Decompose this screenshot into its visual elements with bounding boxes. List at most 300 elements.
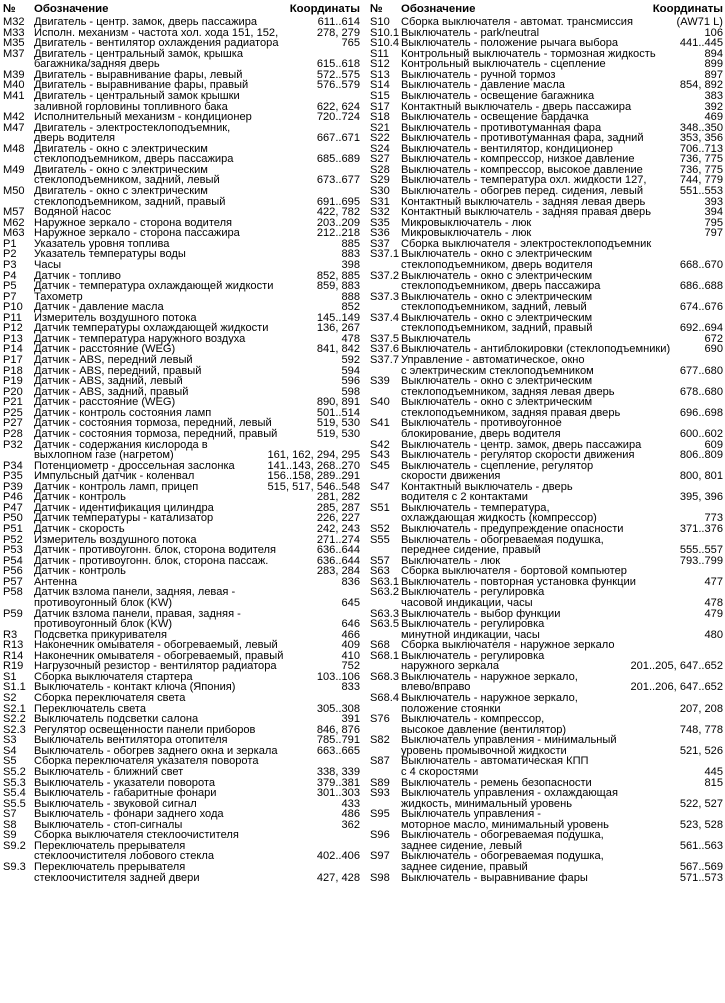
component-coordinates: 395, 396 — [677, 492, 723, 503]
table-row — [3, 862, 360, 883]
component-description: Часы — [34, 258, 62, 271]
component-description: Датчик - скорость — [34, 523, 125, 535]
component-coordinates: 672 — [701, 334, 723, 345]
component-description: Датчик - температура охлаждающей жидкости — [34, 280, 274, 293]
component-coordinates: 371..376 — [677, 524, 723, 535]
component-description: Исполн. механизм - частота хол. хода 151, 152, — [34, 26, 279, 39]
component-coordinates: 645 — [338, 598, 360, 609]
component-description: Выключатель - наружное зеркало, положение стоянки — [401, 692, 578, 715]
component-description: Контактный выключатель - дверь водителя с 2 контактами — [401, 480, 573, 504]
component-coordinates: 203..209 — [314, 218, 360, 229]
component-coordinates: 690 — [701, 344, 723, 355]
table-row — [3, 355, 360, 366]
component-description: Выключатель - окно с электрическим стеклоподъемником, задний, левый — [401, 290, 593, 314]
component-coordinates: 479 — [701, 609, 723, 620]
component-code: S5.5 — [3, 797, 26, 810]
component-code: S30 — [370, 185, 390, 197]
component-coordinates: (AW71 L) — [674, 17, 723, 28]
component-description: Подсветка прикуривателя — [34, 628, 167, 641]
component-description: Датчик - расстояние (WEG) — [34, 343, 176, 356]
component-description: Датчик - идентификация цилиндра — [34, 501, 214, 514]
component-code: S22 — [370, 132, 390, 145]
component-coordinates: 773 — [701, 513, 723, 524]
component-coordinates: 883 — [338, 249, 360, 260]
table-row — [370, 482, 723, 503]
component-code: S95 — [370, 808, 390, 821]
component-description: Сборка переключателя света — [34, 692, 186, 704]
component-coordinates: 854, 892 — [677, 80, 723, 91]
component-coordinates: 469 — [701, 112, 723, 123]
component-code: S51 — [370, 501, 390, 514]
component-code: S18 — [370, 111, 390, 124]
component-code: P2 — [3, 248, 17, 261]
table-row — [370, 186, 723, 197]
component-description: Наружное зеркало - сторона пассажира — [34, 227, 240, 240]
component-description: Датчик - ABS, передний, правый — [34, 364, 202, 377]
component-code: S10.4 — [370, 37, 399, 50]
component-description: Наконечник омывателя - обогреваемый, левый — [34, 639, 278, 652]
component-code: S14 — [370, 79, 390, 92]
component-coordinates: 646 — [338, 619, 360, 630]
component-description: Контактный выключатель - дверь пассажира — [401, 100, 632, 113]
component-description: Выключатель - освещение багажника — [401, 89, 595, 102]
component-description: Двигатель - окно с электрическим стеклоподъемником, задний, левый — [34, 163, 220, 187]
component-code: S87 — [370, 755, 390, 768]
component-code: P12 — [3, 322, 23, 335]
component-code: S24 — [370, 142, 390, 155]
component-coordinates: 103..106 — [314, 672, 360, 683]
component-description: Выключатель - стоп-сигналы — [34, 818, 183, 831]
component-code: M63 — [3, 227, 25, 240]
component-coordinates: 301..303 — [314, 788, 360, 799]
component-code: S13 — [370, 68, 390, 81]
left-entry-list — [3, 17, 360, 883]
component-coordinates: 594 — [338, 366, 360, 377]
component-description: Сборка выключателя - электростеклоподъемник — [401, 237, 652, 250]
component-description: Датчик - противоугонн. блок, сторона пассаж. — [34, 554, 269, 567]
component-code: S89 — [370, 776, 390, 789]
component-code: S98 — [370, 871, 390, 884]
component-code: S76 — [370, 713, 390, 726]
component-coordinates: 410 — [338, 651, 360, 662]
component-code: S3 — [3, 734, 17, 747]
component-description: Двигатель - центральный замок крышки заливной горловины топливного бака — [34, 89, 240, 113]
component-coordinates: 466 — [338, 630, 360, 641]
component-description: Сборка выключателя стартера — [34, 670, 193, 683]
table-row — [370, 788, 723, 809]
component-code: S45 — [370, 459, 390, 472]
component-code: S27 — [370, 153, 390, 166]
component-code: S5.2 — [3, 765, 26, 778]
component-description: Выключатель - габаритные фонари — [34, 787, 217, 800]
table-row — [3, 49, 360, 70]
component-description: Выключатель - компрессор, высокое давление (вентилятор) — [401, 713, 567, 736]
designation-column-header: Обозначение — [401, 3, 476, 15]
table-row — [3, 260, 360, 271]
component-description: Двигатель - центр. замок, дверь пассажира — [34, 16, 258, 28]
component-code: P56 — [3, 565, 23, 578]
table-row — [3, 693, 360, 704]
component-coordinates: 600..602 — [677, 429, 723, 440]
component-code: S63.2 — [370, 586, 399, 599]
component-code: M40 — [3, 79, 25, 92]
component-description: Выключатель - окно с электрическим стеклоподъемником, задняя правая дверь — [401, 396, 621, 419]
component-code: P57 — [3, 575, 23, 588]
component-code: S47 — [370, 480, 390, 493]
component-coordinates: 201..205, 647..652 — [627, 661, 723, 672]
component-coordinates: 271..274 — [314, 535, 360, 546]
component-description: Микровыключатель - люк — [401, 227, 532, 240]
table-row — [370, 756, 723, 777]
component-coordinates: 478 — [701, 598, 723, 609]
table-row — [370, 714, 723, 735]
component-description: Управление - автоматическое, окно с электрическим стеклоподъемником — [401, 354, 594, 377]
component-description: Выключатель - обогреваемая подушка, заднее сидение, левый — [401, 829, 604, 852]
component-description: Датчик - ABS, задний, правый — [34, 385, 189, 398]
table-row — [370, 693, 723, 714]
component-description: Датчик - контроль — [34, 491, 126, 504]
component-code: S9 — [3, 829, 17, 842]
component-coordinates: 338, 339 — [314, 767, 360, 778]
component-code: S36 — [370, 227, 390, 240]
component-code: P47 — [3, 501, 23, 514]
component-coordinates: 523, 528 — [677, 820, 723, 831]
component-code: P58 — [3, 586, 23, 599]
table-row — [3, 609, 360, 630]
component-coordinates: 836 — [338, 577, 360, 588]
component-code: S35 — [370, 216, 390, 229]
component-description: Датчик - содержания кислорода в выхлопном газе (нагретом) — [34, 438, 208, 462]
right-column — [370, 1, 723, 883]
component-code: S32 — [370, 206, 390, 219]
component-code: P18 — [3, 364, 23, 377]
component-description: Выключатель - температура охл. жидкости 127, — [401, 174, 647, 187]
component-code: P17 — [3, 354, 23, 366]
component-coordinates: 894 — [701, 49, 723, 60]
component-coordinates: 226, 227 — [314, 513, 360, 524]
component-description: Выключатель вентилятора отопителя — [34, 734, 228, 747]
component-code: P52 — [3, 533, 23, 546]
table-row — [370, 830, 723, 851]
left-column-header — [3, 1, 360, 17]
component-coordinates: 859, 883 — [314, 281, 360, 292]
component-code: M47 — [3, 121, 25, 134]
component-description: Микровыключатель - люк — [401, 216, 532, 229]
component-code: S7 — [3, 808, 17, 821]
component-description: Выключатель - повторная установка функции — [401, 575, 636, 588]
component-coordinates: 795 — [701, 218, 723, 229]
component-code: P34 — [3, 459, 23, 472]
component-coordinates: 285, 287 — [314, 503, 360, 514]
component-coordinates: 720..724 — [314, 112, 360, 123]
component-code: R13 — [3, 639, 24, 652]
component-code: P25 — [3, 406, 23, 419]
component-coordinates: 161, 162, 294, 295 — [264, 450, 360, 461]
component-coordinates: 551..553 — [677, 186, 723, 197]
component-code: P39 — [3, 480, 23, 493]
component-coordinates: 353, 356 — [677, 133, 723, 144]
component-description: Выключатель - положение рычага выбора — [401, 37, 619, 50]
component-code: S42 — [370, 438, 390, 451]
component-description: Выключатель - люк — [401, 554, 501, 567]
component-description: Выключатель - регулировка наружного зеркала — [401, 649, 545, 673]
component-description: Выключатель - обогрев заднего окна и зеркала — [34, 744, 278, 757]
component-coordinates: 686..688 — [677, 281, 723, 292]
component-description: Выключатель — [401, 332, 471, 345]
component-description: Контрольный выключатель - сцепление — [401, 58, 606, 71]
component-code: M39 — [3, 68, 25, 81]
component-description: Датчик - контроль состояния ламп — [34, 406, 212, 419]
component-code: P3 — [3, 258, 17, 271]
component-coordinates: 685..689 — [314, 154, 360, 165]
component-description: Выключатель подсветки салона — [34, 713, 199, 726]
component-coordinates: 852 — [338, 302, 360, 313]
component-description: Выключатель - автоматическая КПП с 4 скоростями — [401, 755, 589, 778]
component-coordinates: 611..614 — [315, 17, 360, 28]
component-code: S10.1 — [370, 26, 399, 39]
table-row — [3, 429, 360, 440]
component-code: M35 — [3, 37, 25, 50]
table-row — [3, 186, 360, 207]
component-code: S2.3 — [3, 723, 26, 736]
component-description: Выключатель - ремень безопасности — [401, 776, 592, 789]
component-coordinates: 478 — [338, 334, 360, 345]
table-row — [370, 249, 723, 270]
component-coordinates: 691..695 — [314, 197, 360, 208]
component-description: Двигатель - окно с электрическим стеклоподъемником, дверь пассажира — [34, 142, 234, 166]
component-code: M62 — [3, 216, 25, 229]
component-description: Датчик температуры - катализатор — [34, 512, 214, 525]
component-description: Контактный выключатель - задняя правая дверь — [401, 206, 651, 219]
component-code: P32 — [3, 438, 23, 451]
component-description: Водяной насос — [34, 206, 112, 219]
component-code: S29 — [370, 174, 390, 187]
component-description: Измеритель воздушного потока — [34, 533, 197, 546]
component-coordinates: 519, 530 — [314, 418, 360, 429]
component-coordinates: 765 — [338, 38, 360, 49]
component-code: P53 — [3, 544, 23, 557]
table-row — [370, 587, 723, 608]
table-row — [370, 735, 723, 756]
component-description: Выключатель - обогреваемая подушка, переднее сидение, правый — [401, 533, 604, 557]
component-coordinates: 156..158, 289..291 — [264, 471, 360, 482]
left-column — [3, 1, 360, 883]
component-coordinates: 678..680 — [677, 387, 723, 398]
component-code: P20 — [3, 385, 23, 398]
right-column-header — [370, 1, 723, 17]
component-coordinates: 706..713 — [677, 144, 723, 155]
component-coordinates: 852, 885 — [314, 271, 360, 282]
component-description: Выключатель управления - охлаждающая жидкость, минимальный уровень — [401, 787, 618, 810]
component-coordinates: 622, 624 — [314, 102, 360, 113]
component-coordinates: 362 — [338, 820, 360, 831]
component-description: Выключатель - окно с электрическим стеклоподъемником, дверь пассажира — [401, 269, 601, 293]
component-code: S21 — [370, 121, 390, 134]
component-coordinates: 815 — [701, 778, 723, 789]
component-coordinates: 391 — [338, 714, 360, 725]
component-coordinates: 521, 526 — [677, 746, 723, 757]
component-description: Выключатель - фонари заднего хода — [34, 808, 224, 821]
component-description: Датчик - топливо — [34, 269, 121, 282]
component-coordinates: 736, 775 — [677, 154, 723, 165]
component-code: S31 — [370, 195, 390, 208]
table-row — [370, 461, 723, 482]
component-description: Датчик - противоугонн. блок, сторона водителя — [34, 544, 276, 557]
component-code: S68.3 — [370, 670, 399, 683]
component-description: Выключатель - противотуманная фара, задний — [401, 132, 644, 145]
component-description: Выключатель - регулятор скорости движения — [401, 449, 635, 462]
component-code: S9.3 — [3, 861, 26, 873]
component-description: Выключатель - температура, охлаждающая жидкость (компрессор) — [401, 501, 597, 525]
component-description: Выключатель - сцепление, регулятор скорости движения — [401, 459, 594, 483]
component-coordinates: 278, 279 — [314, 28, 360, 39]
component-code: S40 — [370, 396, 390, 409]
component-code: P35 — [3, 470, 23, 483]
component-description: Выключатель - противоугонное блокирование, дверь водителя — [401, 417, 562, 440]
component-code: S8 — [3, 818, 17, 831]
table-row — [370, 619, 723, 640]
table-row — [370, 313, 723, 334]
component-description: Наружное зеркало - сторона водителя — [34, 216, 233, 229]
component-coordinates: 433 — [338, 799, 360, 810]
component-description: Выключатель - окно с электрическим стеклоподъемником, задняя левая дверь — [401, 375, 615, 398]
component-coordinates: 615..618 — [314, 59, 360, 70]
table-row — [370, 91, 723, 102]
component-coordinates: 752 — [338, 661, 360, 672]
component-description: Указатель уровня топлива — [34, 237, 170, 250]
component-description: Выключатель - выбор функции — [401, 607, 561, 620]
component-description: Сборка переключателя указателя поворота — [34, 755, 259, 768]
component-code: P19 — [3, 375, 23, 388]
component-coordinates: 668..670 — [677, 260, 723, 271]
component-coordinates: 402..406 — [314, 851, 360, 862]
component-description: Сборка выключателя - бортовой компьютер — [401, 565, 627, 578]
component-coordinates: 888 — [338, 292, 360, 303]
component-description: Наконечник омывателя - обогреваемый, правый — [34, 649, 284, 662]
component-code: P7 — [3, 290, 17, 303]
component-code: S37.6 — [370, 343, 399, 356]
component-code: S37 — [370, 237, 390, 250]
component-description: Выключатель - компрессор, низкое давление — [401, 153, 635, 166]
component-coordinates: 785..791 — [314, 735, 360, 746]
component-coordinates: 427, 428 — [314, 873, 360, 884]
component-description: Двигатель - окно с электрическим стеклоподъемником, задний, правый — [34, 185, 226, 208]
component-code: S2 — [3, 692, 17, 704]
component-description: Выключатель - регулировка часовой индикации, часы — [401, 586, 545, 609]
table-row — [3, 440, 360, 461]
component-description: Выключатель - окно с электрическим стеклоподъемником, задний, правый — [401, 311, 593, 335]
component-code: S28 — [370, 163, 390, 176]
component-description: Выключатель управления - моторное масло, минимальный уровень — [401, 808, 609, 831]
component-code: S82 — [370, 734, 390, 747]
table-row — [3, 767, 360, 778]
component-coordinates: 383 — [701, 91, 723, 102]
table-row — [3, 91, 360, 112]
table-row — [370, 292, 723, 313]
component-code: P13 — [3, 332, 23, 345]
component-coordinates: 744, 779 — [677, 175, 723, 186]
component-coordinates: 501..514 — [314, 408, 360, 419]
component-code: S97 — [370, 850, 390, 863]
component-code: S37.2 — [370, 269, 399, 282]
component-code: R19 — [3, 660, 24, 673]
component-code: S15 — [370, 89, 390, 102]
table-row — [370, 524, 723, 535]
component-code: S37.4 — [370, 311, 399, 324]
component-coordinates: 897 — [701, 70, 723, 81]
component-coordinates: 393 — [701, 197, 723, 208]
component-code: P28 — [3, 427, 23, 440]
component-coordinates: 674..676 — [677, 302, 723, 313]
component-code: S93 — [370, 787, 390, 800]
component-description: Импульсный датчик - коленвал — [34, 470, 195, 483]
component-coordinates: 841, 842 — [314, 344, 360, 355]
component-coordinates: 207, 208 — [677, 704, 723, 715]
component-code: S12 — [370, 58, 390, 71]
component-code: M33 — [3, 26, 25, 39]
component-description: Выключатель - антиблокировки (стеклоподъемники) — [401, 343, 671, 356]
component-description: Сборка выключателя - наружное зеркало — [401, 639, 615, 652]
component-code: S63.3 — [370, 607, 399, 620]
component-code: S55 — [370, 533, 390, 546]
component-code: P5 — [3, 280, 17, 293]
component-description: Двигатель - выравнивание фары, левый — [34, 68, 243, 81]
component-coordinates: 793..799 — [677, 556, 723, 567]
component-coordinates: 667..671 — [314, 133, 360, 144]
component-coordinates: 145..149 — [314, 313, 360, 324]
component-description: Выключатель - предупреждение опасности — [401, 523, 624, 535]
component-code: S52 — [370, 523, 390, 535]
component-coordinates: 636..644 — [314, 545, 360, 556]
component-code: S37.1 — [370, 248, 399, 261]
component-coordinates: 441..445 — [677, 38, 723, 49]
component-description: Тахометр — [34, 290, 83, 303]
table-row — [3, 144, 360, 165]
component-description: Выключатель - наружное зеркало, влево/вправо — [401, 670, 578, 694]
component-description: Датчик - ABS, задний, левый — [34, 375, 183, 388]
component-code: M50 — [3, 185, 25, 197]
component-code: S4 — [3, 744, 17, 757]
component-coordinates: 136, 267 — [314, 323, 360, 334]
table-row — [3, 165, 360, 186]
component-code: M49 — [3, 163, 25, 176]
component-description: Выключатель - компрессор, высокое давление — [401, 163, 643, 176]
component-description: Выключатель - обогрев перед. сидения, левый — [401, 185, 644, 197]
component-coordinates: 677..680 — [677, 366, 723, 377]
component-description: Выключатель - окно с электрическим стеклоподъемником, дверь водителя — [401, 248, 593, 271]
component-description: Датчик температуры охлаждающей жидкости — [34, 322, 269, 335]
component-code: S41 — [370, 417, 390, 430]
component-description: Датчик - температура наружного воздуха — [34, 332, 246, 345]
component-code: P27 — [3, 417, 23, 430]
component-code: R3 — [3, 628, 18, 641]
table-row — [370, 535, 723, 556]
table-row — [370, 17, 723, 28]
table-row — [3, 841, 360, 862]
component-coordinates: 596 — [338, 376, 360, 387]
component-code: S5.3 — [3, 776, 26, 789]
component-coordinates: 663..665 — [314, 746, 360, 757]
component-description: Переключатель прерывателя стеклоочистителя задней двери — [34, 861, 200, 884]
component-coordinates: 806..809 — [677, 450, 723, 461]
table-row — [370, 851, 723, 872]
component-code: M57 — [3, 206, 25, 219]
component-description: Указатель температуры воды — [34, 248, 186, 261]
component-code: P59 — [3, 607, 23, 620]
component-code: S57 — [370, 554, 390, 567]
component-coordinates: 692..694 — [677, 323, 723, 334]
component-code: S68 — [370, 639, 390, 652]
